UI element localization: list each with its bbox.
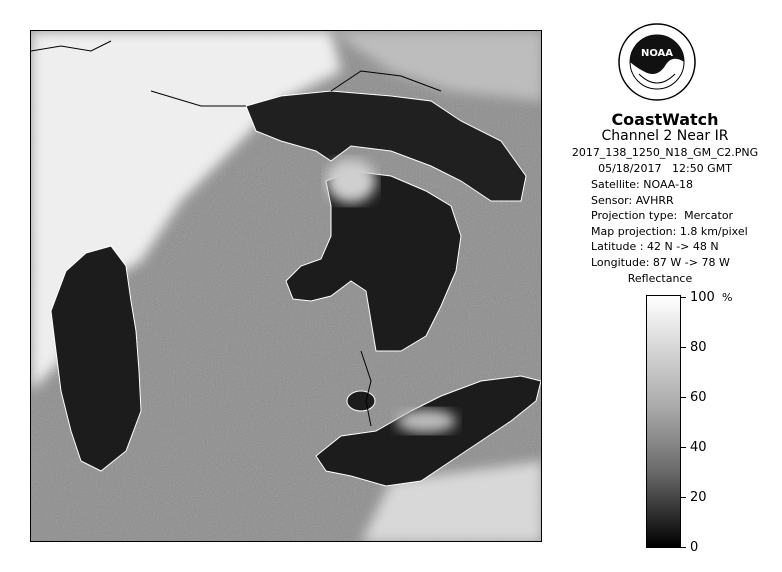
colorbar-title: Reflectance <box>627 272 693 285</box>
noaa-logo <box>617 22 697 102</box>
colorbar-tick <box>681 547 686 548</box>
colorbar-tick <box>681 497 686 498</box>
datetime <box>560 162 770 175</box>
satellite-map <box>30 30 542 542</box>
colorbar-tick-label: 40 <box>690 440 707 455</box>
colorbar-tick <box>681 447 686 448</box>
product-title: CoastWatch <box>611 110 719 129</box>
colorbar-tick <box>681 347 686 348</box>
time: 12:50 GMT <box>671 162 732 175</box>
meta-satellite: Satellite: NOAA-18 <box>591 178 694 191</box>
date: 05/18/2017 <box>598 162 662 175</box>
lake-st-clair <box>347 391 375 411</box>
meta-sensor: Sensor: AVHRR <box>591 194 674 207</box>
colorbar-tick-label: 0 <box>690 540 699 555</box>
meta-projection-type: Projection type: Mercator <box>591 209 734 222</box>
logo-text: NOAA <box>640 48 674 59</box>
channel-title: Channel 2 Near IR <box>601 128 729 144</box>
colorbar-tick-label: 80 <box>690 340 707 355</box>
colorbar-tick <box>681 397 686 398</box>
colorbar-tick-label: 100 <box>690 290 715 305</box>
cloud-erie <box>396 409 456 433</box>
meta-longitude: Longitude: 87 W -> 78 W <box>591 256 730 269</box>
filename: 2017_138_1250_N18_GM_C2.PNG <box>571 146 759 159</box>
colorbar-tick-label: 60 <box>690 390 707 405</box>
colorbar <box>646 295 681 548</box>
meta-map-projection: Map projection: 1.8 km/pixel <box>591 225 748 238</box>
meta-latitude: Latitude : 42 N -> 48 N <box>591 240 719 253</box>
colorbar-tick <box>681 297 686 298</box>
colorbar-tick-label: 20 <box>690 490 707 505</box>
cloud-huron <box>326 159 376 203</box>
map-image <box>31 31 542 542</box>
colorbar-unit: % <box>722 291 733 304</box>
